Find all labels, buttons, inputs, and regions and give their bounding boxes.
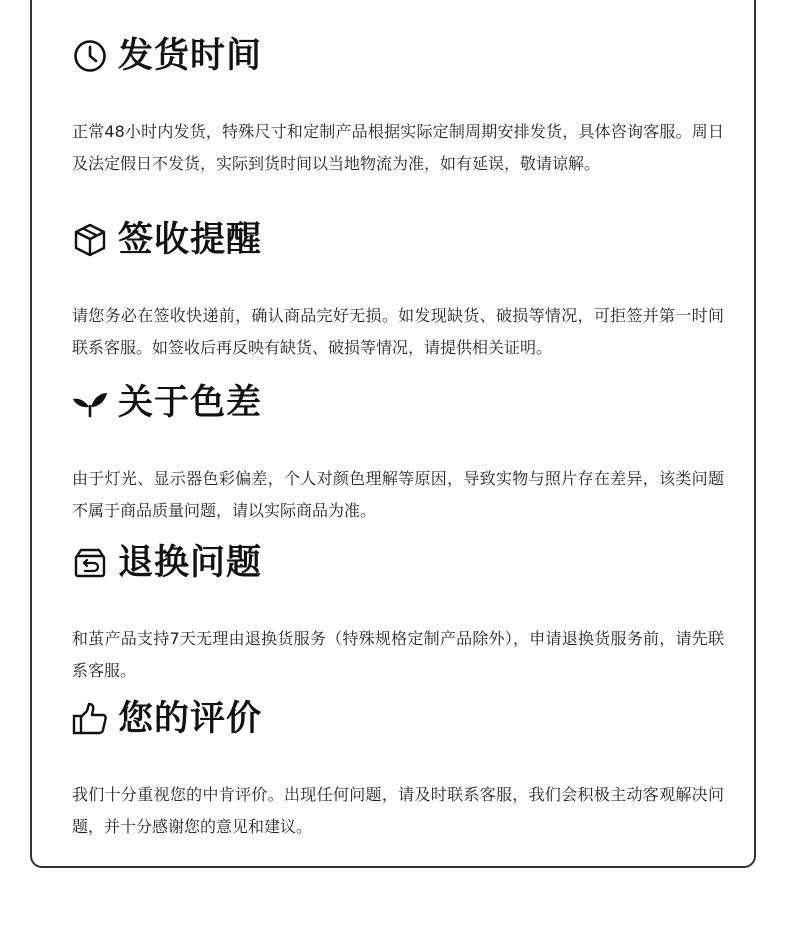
section-return-exchange — [72, 541, 732, 687]
section-color-difference — [72, 381, 732, 527]
section-text: 和茧产品支持7天无理由退换货服务（特殊规格定制产品除外），申请退换货服务前，请先联系客服。 — [72, 629, 724, 680]
return-box-icon — [72, 545, 108, 581]
section-title: 关于色差 — [118, 383, 263, 423]
section-header — [72, 34, 732, 78]
section-title: 退换问题 — [118, 543, 263, 583]
section-receipt-reminder — [72, 218, 732, 364]
sprout-leaf-icon — [72, 385, 108, 421]
section-shipping-time — [72, 34, 732, 180]
section-text: 请您务必在签收快递前，确认商品完好无损。如发现缺货、破损等情况，可拒签并第一时间联系客服。如签收后再反映有缺货、破损等情况，请提供相关证明。 — [72, 306, 724, 357]
section-your-review — [72, 697, 732, 843]
section-header — [72, 697, 732, 741]
section-header — [72, 541, 732, 585]
section-text: 我们十分重视您的中肯评价。出现任何问题，请及时联系客服，我们会积极主动客观解决问题，并十分感谢您的意见和建议。 — [72, 785, 724, 836]
clock-icon — [72, 38, 108, 74]
policy-card — [30, 0, 756, 868]
package-box-icon — [72, 222, 108, 258]
section-header — [72, 218, 732, 262]
section-title: 签收提醒 — [118, 220, 263, 260]
thumbs-up-icon — [72, 701, 108, 737]
section-title: 发货时间 — [118, 36, 263, 76]
section-text: 正常48小时内发货，特殊尺寸和定制产品根据实际定制周期安排发货，具体咨询客服。周日及法定假日不发货，实际到货时间以当地物流为准，如有延误，敬请谅解。 — [72, 122, 724, 173]
section-title: 您的评价 — [118, 699, 263, 739]
section-header — [72, 381, 732, 425]
section-text: 由于灯光、显示器色彩偏差，个人对颜色理解等原因，导致实物与照片存在差异，该类问题不属于商品质量问题，请以实际商品为准。 — [72, 469, 724, 520]
